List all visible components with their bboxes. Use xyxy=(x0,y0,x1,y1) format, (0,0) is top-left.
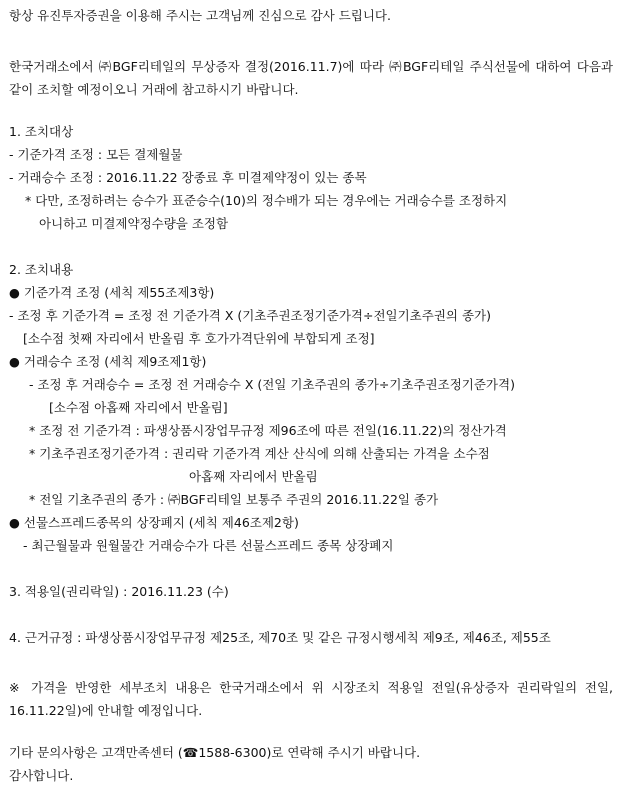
section2-bullet-price: ● 기준가격 조정 (세칙 제55조제3항) xyxy=(9,285,215,300)
section1-title: 1. 조치대상 xyxy=(9,124,74,139)
section1-item-price-adjust: - 기준가격 조정 : 모든 결제월물 xyxy=(9,147,183,162)
section1-note: * 다만, 조정하려는 승수가 표준승수(10)의 정수배가 되는 경우에는 거래승수를 조정하지 xyxy=(25,193,508,208)
section2-bullet-multiplier: ● 거래승수 조정 (세칙 제9조제1항) xyxy=(9,354,207,369)
section2-note-adjusted-base-continued: 아홉째 자리에서 반올림 xyxy=(189,469,318,484)
section2-note-prev-price: * 조정 전 기준가격 : 파생상품시장업무규정 제96조에 따른 전일(16.11.22)의 정산가격 xyxy=(29,423,507,438)
section2-delisting-detail: - 최근월물과 원월물간 거래승수가 다른 선물스프레드 종목 상장폐지 xyxy=(23,538,394,553)
section4-regulation: 4. 근거규정 : 파생상품시장업무규정 제25조, 제70조 및 같은 규정시행세칙 제9조, 제46조, 제55조 xyxy=(9,630,551,645)
closing-text: 감사합니다. xyxy=(9,768,74,783)
section1-note-continued: 아니하고 미결제약정수량을 조정함 xyxy=(39,216,229,231)
section1-item-multiplier-adjust: - 거래승수 조정 : 2016.11.22 장종료 후 미결제약정이 있는 종목 xyxy=(9,170,367,185)
section2-bullet-delisting: ● 선물스프레드종목의 상장폐지 (세칙 제46조제2항) xyxy=(9,515,299,530)
section3-effective-date: 3. 적용일(권리락일) : 2016.11.23 (수) xyxy=(9,584,229,599)
greeting-text: 항상 유진투자증권을 이용해 주시는 고객님께 진심으로 감사 드립니다. xyxy=(9,8,391,23)
section2-multiplier-formula: - 조정 후 거래승수 = 조정 전 거래승수 X (전일 기초주권의 종가÷기초주권조정기준가격) xyxy=(29,377,515,392)
section2-note-adjusted-base: * 기초주권조정기준가격 : 권리락 기준가격 계산 산식에 의해 산출되는 가격을 소수점 xyxy=(29,446,490,461)
contact-text: 기타 문의사항은 고객만족센터 (☎1588-6300)로 연락해 주시기 바랍니다. xyxy=(9,745,421,760)
intro-paragraph: 한국거래소에서 ㈜BGF리테일의 무상증자 결정(2016.11.7)에 따라 ㈜BGF리테일 주식선물에 대하여 다음과 같이 조치할 예정이오니 거래에 참고하시기 바랍니다. xyxy=(9,59,613,97)
section2-price-formula: - 조정 후 기준가격 = 조정 전 기준가격 X (기초주권조정기준가격÷전일기초주권의 종가) xyxy=(9,308,491,323)
section2-title: 2. 조치내용 xyxy=(9,262,74,277)
section2-price-rounding: [소수점 첫째 자리에서 반올림 후 호가가격단위에 부합되게 조정] xyxy=(23,331,375,346)
section2-note-prev-close: * 전일 기초주권의 종가 : ㈜BGF리테일 보통주 주권의 2016.11.22일 종가 xyxy=(29,492,439,507)
remark-paragraph: ※ 가격을 반영한 세부조치 내용은 한국거래소에서 위 시장조치 적용일 전일(유상증자 권리락일의 전일, 16.11.22일)에 안내할 예정입니다. xyxy=(9,680,613,718)
section2-multiplier-rounding: [소수점 아홉째 자리에서 반올림] xyxy=(49,400,228,415)
